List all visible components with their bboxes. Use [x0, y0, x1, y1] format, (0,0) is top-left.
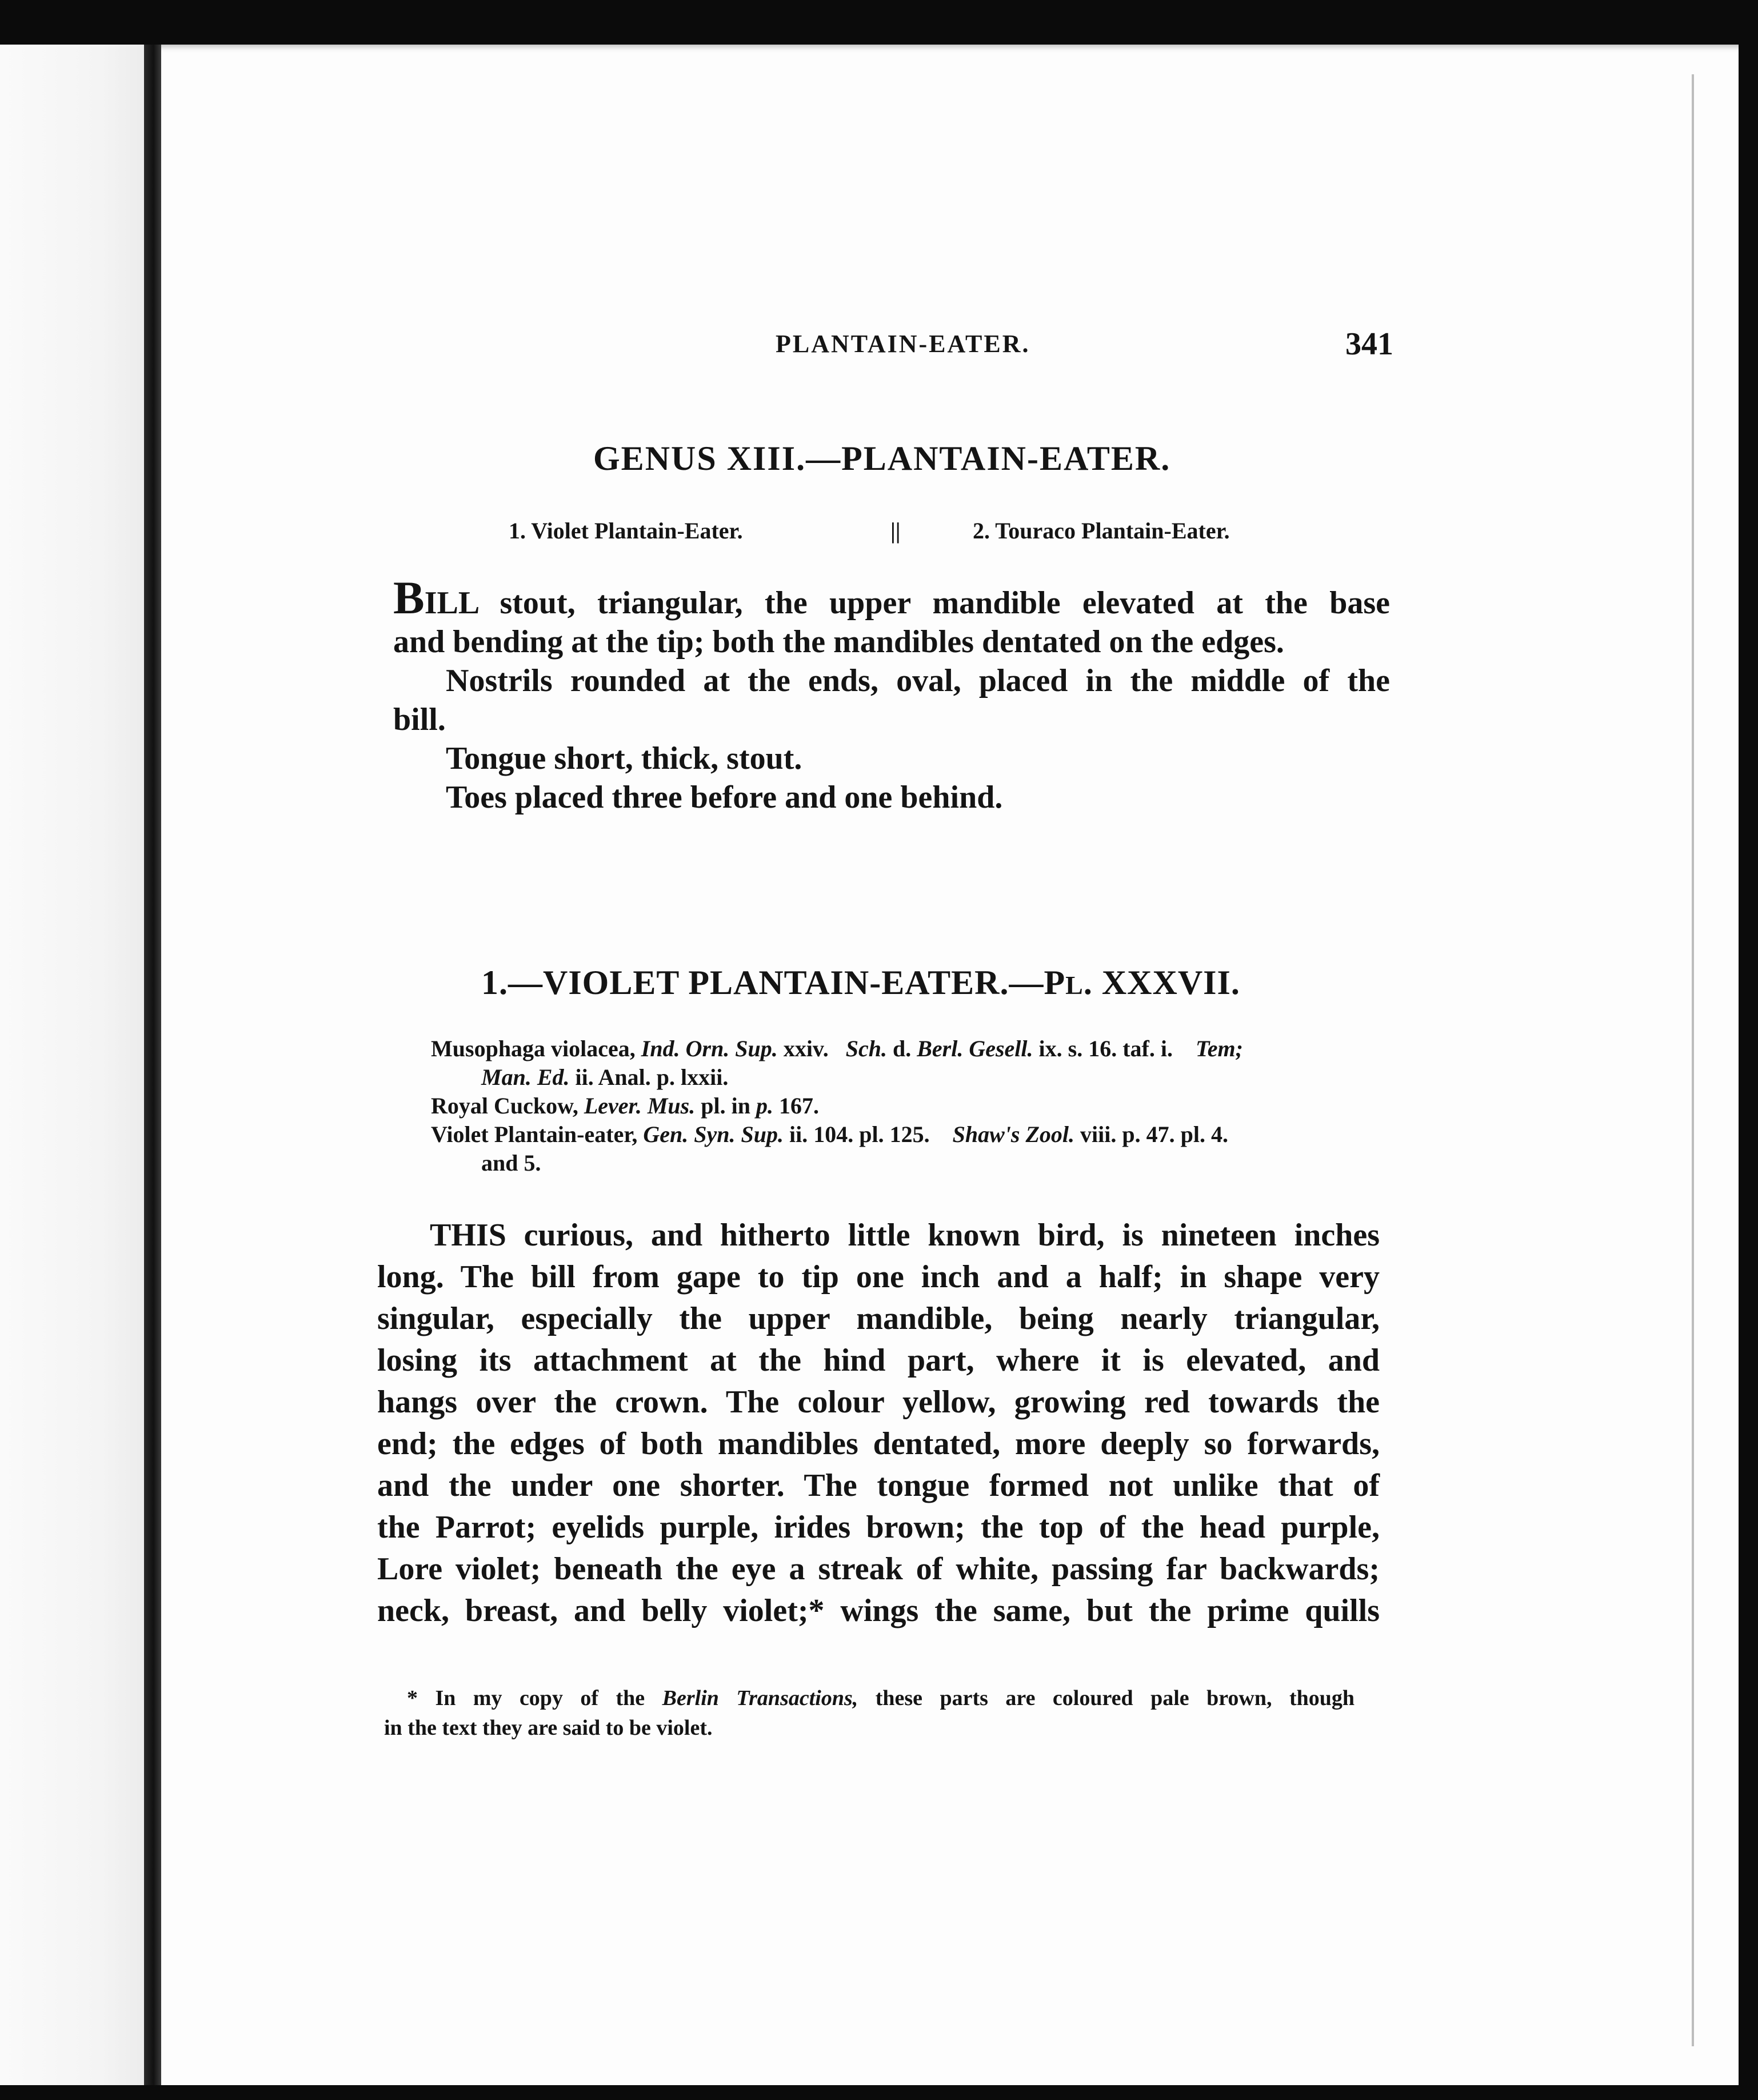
text-line: Tongue short, thick, stout.	[446, 741, 802, 776]
synonymy-continuation: Man. Ed. ii. Anal. p. lxxii.	[481, 1064, 729, 1090]
text-line: and bending at the tip; both the mandibles dentated on the edges.	[393, 624, 1284, 660]
text-line: long. The bill from gape to tip one inch and a half; in shape very	[377, 1259, 1380, 1295]
scan-border-right	[1739, 0, 1758, 2100]
text-line: and the under one shorter. The tongue formed not unlike that of	[377, 1468, 1380, 1503]
facing-page-margin	[0, 45, 144, 2085]
species-index-divider: ||	[890, 518, 901, 544]
synonymy-continuation: and 5.	[481, 1150, 541, 1176]
footnote-line: in the text they are said to be violet.	[384, 1716, 713, 1740]
species-index-name: Violet Plantain-Eater.	[531, 518, 743, 544]
species-index-item	[973, 517, 1230, 544]
text-line: the Parrot; eyelids purple, irides brown; the top of the head purple,	[377, 1510, 1380, 1545]
species-index-number: 2.	[973, 518, 990, 544]
synonymy-entry: Violet Plantain-eater, Gen. Syn. Sup. ii. 104. pl. 125. Shaw's Zool. viii. p. 47. pl. 4.	[431, 1121, 1228, 1147]
text-line: hangs over the crown. The colour yellow, growing red towards the	[377, 1384, 1380, 1420]
book-spine-shadow	[144, 45, 161, 2085]
species-index-name: Touraco Plantain-Eater.	[995, 518, 1230, 544]
species-description	[377, 1215, 1380, 1632]
text-line: Nostrils rounded at the ends, oval, placed in the middle of the	[446, 663, 1390, 698]
footnote	[384, 1683, 1355, 1743]
species-index-number: 1.	[509, 518, 526, 544]
scan-border-top	[0, 0, 1758, 45]
footnote-line: * In my copy of the Berlin Transactions, these parts are coloured pale brown, though	[407, 1686, 1355, 1710]
text-line: losing its attachment at the hind part, where it is elevated, and	[377, 1343, 1380, 1378]
text-line: end; the edges of both mandibles dentated, more deeply so forwards,	[377, 1426, 1380, 1462]
text-line: BILL stout, triangular, the upper mandible elevated at the base	[393, 572, 1390, 624]
species-index-item	[509, 517, 743, 544]
genus-characters	[393, 572, 1390, 817]
drop-cap: B	[393, 572, 425, 624]
text-line: THIS curious, and hitherto little known bird, is nineteen inches	[430, 1217, 1380, 1253]
genus-heading: GENUS XIII.—PLANTAIN-EATER.	[593, 440, 1171, 477]
species-index	[509, 517, 1284, 552]
page-edge-shadow	[1692, 74, 1694, 2046]
species-heading: 1.—VIOLET PLANTAIN-EATER.—PL. XXXVII.	[481, 964, 1240, 1001]
synonymy-entry: Royal Cuckow, Lever. Mus. pl. in p. 167.	[431, 1093, 819, 1119]
text-line: bill.	[393, 702, 446, 737]
text-line: Toes placed three before and one behind.	[446, 780, 1003, 815]
synonymy-entry: Musophaga violacea, Ind. Orn. Sup. xxiv. Sch. d. Berl. Gesell. ix. s. 16. taf. i. Tem;	[431, 1036, 1243, 1061]
running-head: PLANTAIN-EATER.	[776, 330, 1030, 358]
synonymy-list	[431, 1035, 1368, 1177]
page-number: 341	[1345, 326, 1393, 362]
scan-border-bottom	[0, 2085, 1758, 2100]
text-line: singular, especially the upper mandible, being nearly triangular,	[377, 1301, 1380, 1336]
text-line: neck, breast, and belly violet;* wings the same, but the prime quills	[377, 1593, 1380, 1628]
text-line: Lore violet; beneath the eye a streak of white, passing far backwards;	[377, 1551, 1380, 1587]
